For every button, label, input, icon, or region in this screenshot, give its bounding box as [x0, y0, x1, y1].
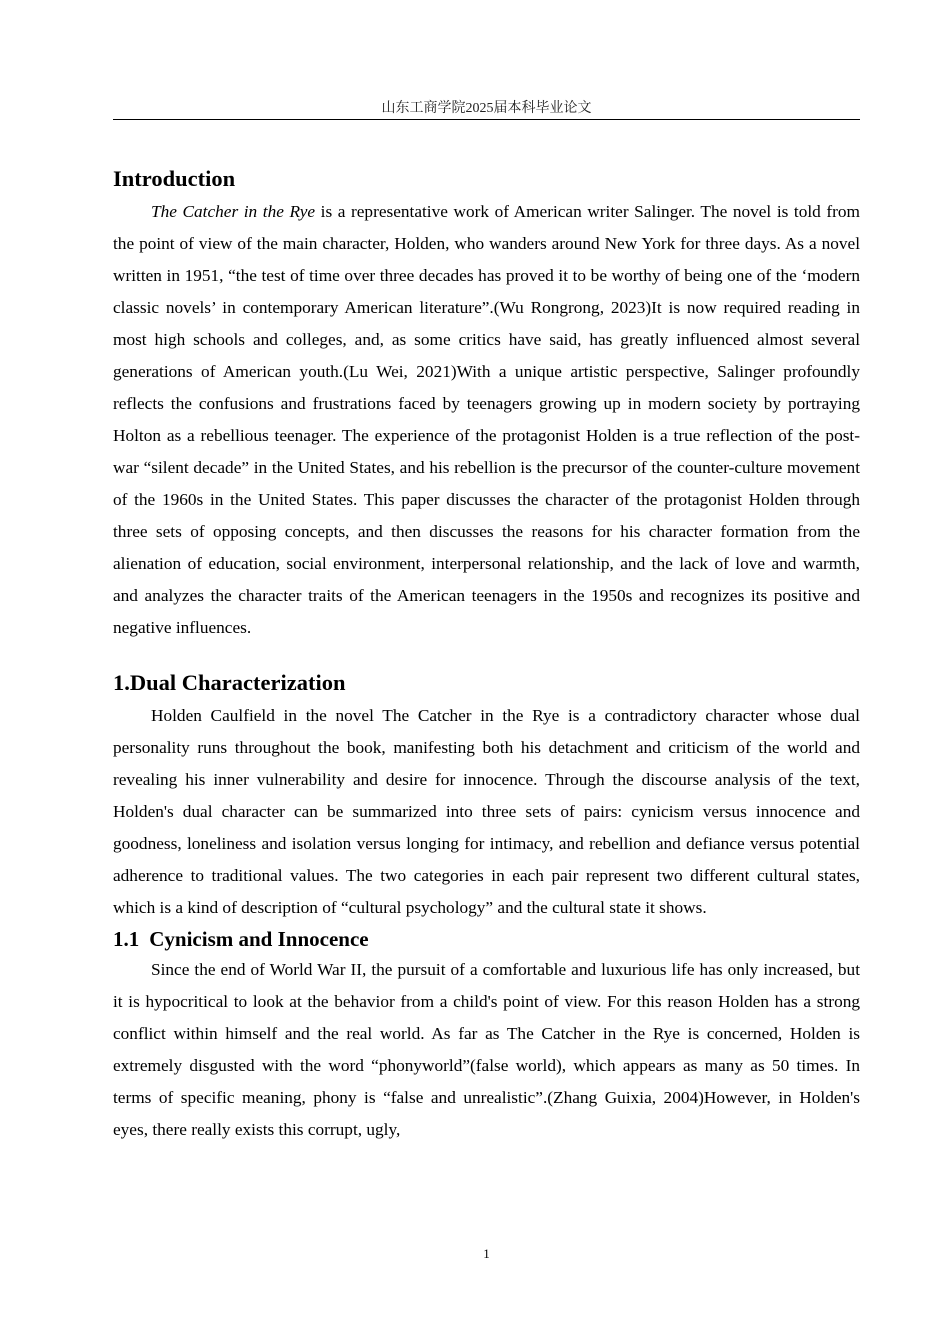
page-body: [113, 162, 860, 1146]
dual-characterization-paragraph: Holden Caulfield in the novel The Catcher in the Rye is a contradictory character whose dual personality runs throughout the book, manifesting both his detachment and criticism of the world and revealing his inner vulnerability and desire for innocence. Through the discourse analysis of the text, Holden's dual character can be summarized into three sets of pairs: cynicism versus innocence and goodness, loneliness and isolation versus longing for intimacy, and rebellion and defiance versus potential adherence to traditional values. The two categories in each pair represent two different cultural states, which is a kind of description of “cultural psychology” and the cultural state it shows.: [113, 706, 860, 917]
subsection-title: Cynicism and Innocence: [149, 927, 369, 951]
running-header: 山东工商学院2025届本科毕业论文: [381, 101, 592, 116]
section-heading-introduction: Introduction: [113, 166, 236, 191]
cynicism-paragraph: Since the end of World War II, the pursuit of a comfortable and luxurious life has only increased, but it is hypocritical to look at the behavior from a child's point of view. For this reason Holden has a strong conflict within himself and the real world. As far as The Catcher in the Rye is concerned, Holden is extremely disgusted with the word “phonyworld”(false world), which appears as many as 50 times. In terms of specific meaning, phony is “false and unrealistic”.(Zhang Guixia, 2004)However, in Holden's eyes, there really exists this corrupt, ugly,: [113, 960, 860, 1139]
page-number: 1: [483, 1246, 490, 1261]
subsection-number: 1.1: [113, 927, 140, 951]
subsection-heading-cynicism: [113, 924, 860, 954]
book-title: The Catcher in the Rye: [151, 202, 316, 221]
header-rule: [113, 119, 860, 120]
introduction-paragraph: [113, 196, 860, 644]
introduction-paragraph-text: is a representative work of American writer Salinger. The novel is told from the point of view of the main character, Holden, who wanders around New York for three days. As a novel written in 1951, “the test of time over three decades has proved it to be worthy of being one of the ‘modern classic novels’ in contemporary American literature”.(Wu Rongrong, 2023)It is now required reading in most high schools and colleges, and, as some critics have said, has greatly influenced almost several generations of American youth.(Lu Wei, 2021)With a unique artistic perspective, Salinger profoundly reflects the confusions and frustrations faced by teenagers growing up in modern society by portraying Holton as a rebellious teenager. The experience of the protagonist Holden is a true reflection of the post-war “silent decade” in the United States, and his rebellion is the precursor of the counter-culture movement of the 1960s in the United States. This paper discusses the character of the protagonist Holden through three sets of opposing concepts, and then discusses the reasons for his character formation from the alienation of education, social environment, interpersonal relationship, and the lack of love and warmth, and analyzes the character traits of the American teenagers in the 1950s and recognizes its positive and negative influences.: [113, 202, 860, 637]
section-heading-dual-characterization: 1.Dual Characterization: [113, 670, 346, 695]
